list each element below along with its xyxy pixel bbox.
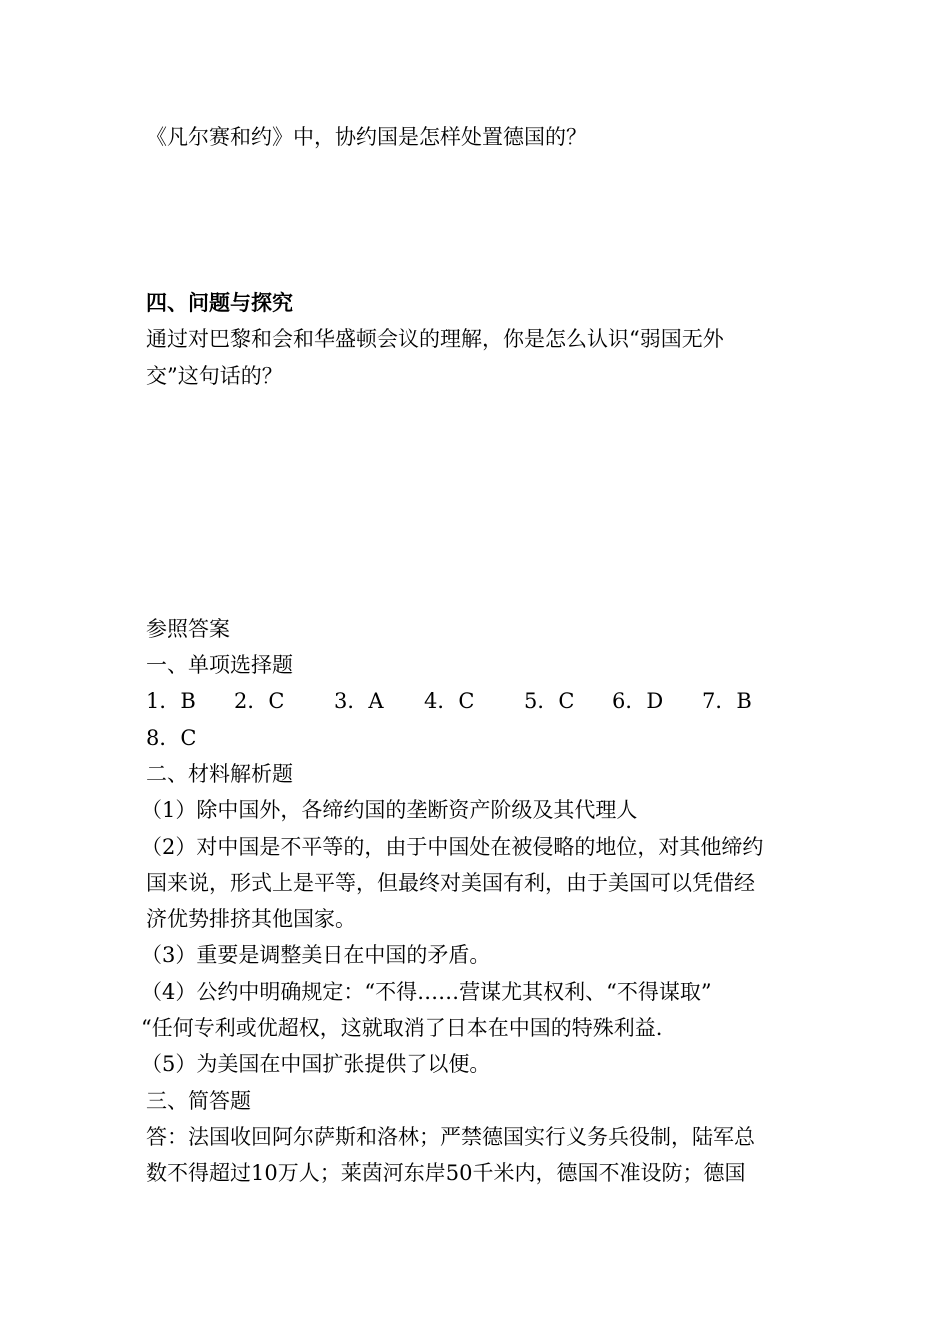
material-line-3: 国来说，形式上是平等，但最终对美国有利，由于美国可以凭借经 — [146, 871, 755, 895]
section4-question-line-1: 通过对巴黎和会和华盛顿会议的理解，你是怎么认识“弱国无外 — [146, 327, 724, 351]
mc-answers-row — [146, 686, 786, 716]
mc-answer-7: 7．B — [702, 689, 752, 713]
mc-answer-3: 3．A — [334, 689, 384, 713]
short-line-1: 答：法国收回阿尔萨斯和洛林；严禁德国实行义务兵役制，陆军总 — [146, 1125, 755, 1149]
material-line-6: （4）公约中明确规定：“不得……营谋尤其权利、“不得谋取” — [141, 980, 712, 1004]
section4-question-line-2: 交”这句话的？ — [146, 364, 283, 388]
section3-question: 《凡尔赛和约》中，协约国是怎样处置德国的？ — [146, 125, 587, 149]
mc-answer-2: 2．C — [234, 689, 285, 713]
answers-title: 参照答案 — [146, 617, 230, 641]
mc-answer-4: 4．C — [424, 689, 475, 713]
material-line-8: （5）为美国在中国扩张提供了以便。 — [141, 1052, 491, 1076]
material-heading: 二、材料解析题 — [146, 762, 293, 786]
mc-heading: 一、单项选择题 — [146, 653, 293, 677]
material-line-1: （1）除中国外，各缔约国的垄断资产阶级及其代理人 — [141, 798, 638, 822]
material-line-4: 济优势排挤其他国家。 — [146, 907, 356, 931]
short-heading: 三、简答题 — [146, 1089, 251, 1113]
material-line-5: （3）重要是调整美日在中国的矛盾。 — [141, 943, 491, 967]
mc-answer-8: 8．C — [146, 726, 197, 750]
material-line-7: “任何专利或优超权，这就取消了日本在中国的特殊利益. — [141, 1016, 663, 1040]
mc-answer-6: 6．D — [612, 689, 664, 713]
mc-answer-5: 5．C — [524, 689, 575, 713]
material-line-2: （2）对中国是不平等的，由于中国处在被侵略的地位，对其他缔约 — [141, 835, 764, 859]
section4-heading: 四、问题与探究 — [146, 291, 293, 315]
short-line-2: 数不得超过10万人；莱茵河东岸50千米内，德国不准设防；德国 — [146, 1161, 746, 1185]
mc-answer-1: 1．B — [146, 689, 196, 713]
